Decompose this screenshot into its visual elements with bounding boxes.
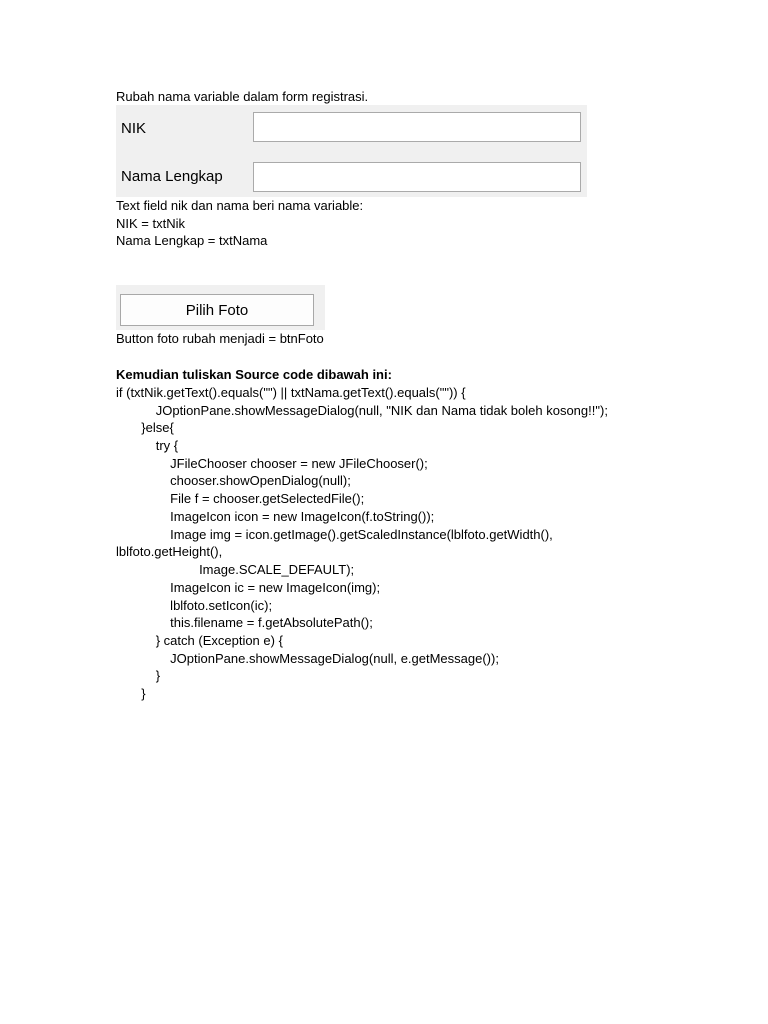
code-line: JFileChooser chooser = new JFileChooser(); (116, 456, 428, 471)
code-line: JOptionPane.showMessageDialog(null, e.getMessage()); (116, 651, 499, 666)
pilih-foto-button[interactable]: Pilih Foto (120, 294, 314, 326)
code-line: Image img = icon.getImage().getScaledInstance(lblfoto.getWidth(), (116, 527, 553, 542)
code-line: ImageIcon ic = new ImageIcon(img); (116, 580, 381, 595)
nama-lengkap-field[interactable] (253, 162, 581, 192)
code-line: }else{ (116, 420, 174, 435)
variable-note-nama: Nama Lengkap = txtNama (116, 233, 268, 248)
code-line: lblfoto.getHeight(), (116, 544, 223, 559)
code-line: Image.SCALE_DEFAULT); (116, 562, 355, 577)
code-line: chooser.showOpenDialog(null); (116, 473, 351, 488)
code-line: } catch (Exception e) { (116, 633, 283, 648)
code-line: } (116, 668, 161, 683)
button-screenshot (116, 285, 325, 330)
intro-heading: Rubah nama variable dalam form registrasi. (116, 89, 369, 104)
nik-field[interactable] (253, 112, 581, 142)
variable-note-intro: Text field nik dan nama beri nama variable: (116, 198, 364, 213)
code-line: this.filename = f.getAbsolutePath(); (116, 615, 373, 630)
code-line: if (txtNik.getText().equals("") || txtNama.getText().equals("")) { (116, 385, 466, 400)
code-line: try { (116, 438, 179, 453)
code-line: File f = chooser.getSelectedFile(); (116, 491, 365, 506)
code-line: } (116, 686, 146, 701)
variable-note-nik: NIK = txtNik (116, 216, 185, 231)
code-line: ImageIcon icon = new ImageIcon(f.toString()); (116, 509, 435, 524)
source-heading: Kemudian tuliskan Source code dibawah ini: (116, 367, 392, 382)
code-line: lblfoto.setIcon(ic); (116, 598, 273, 613)
button-note: Button foto rubah menjadi = btnFoto (116, 331, 324, 346)
nik-label: NIK (121, 120, 147, 137)
nama-lengkap-label: Nama Lengkap (121, 168, 223, 185)
registration-form-screenshot (116, 105, 587, 197)
code-line: JOptionPane.showMessageDialog(null, "NIK dan Nama tidak boleh kosong!!"); (116, 403, 608, 418)
